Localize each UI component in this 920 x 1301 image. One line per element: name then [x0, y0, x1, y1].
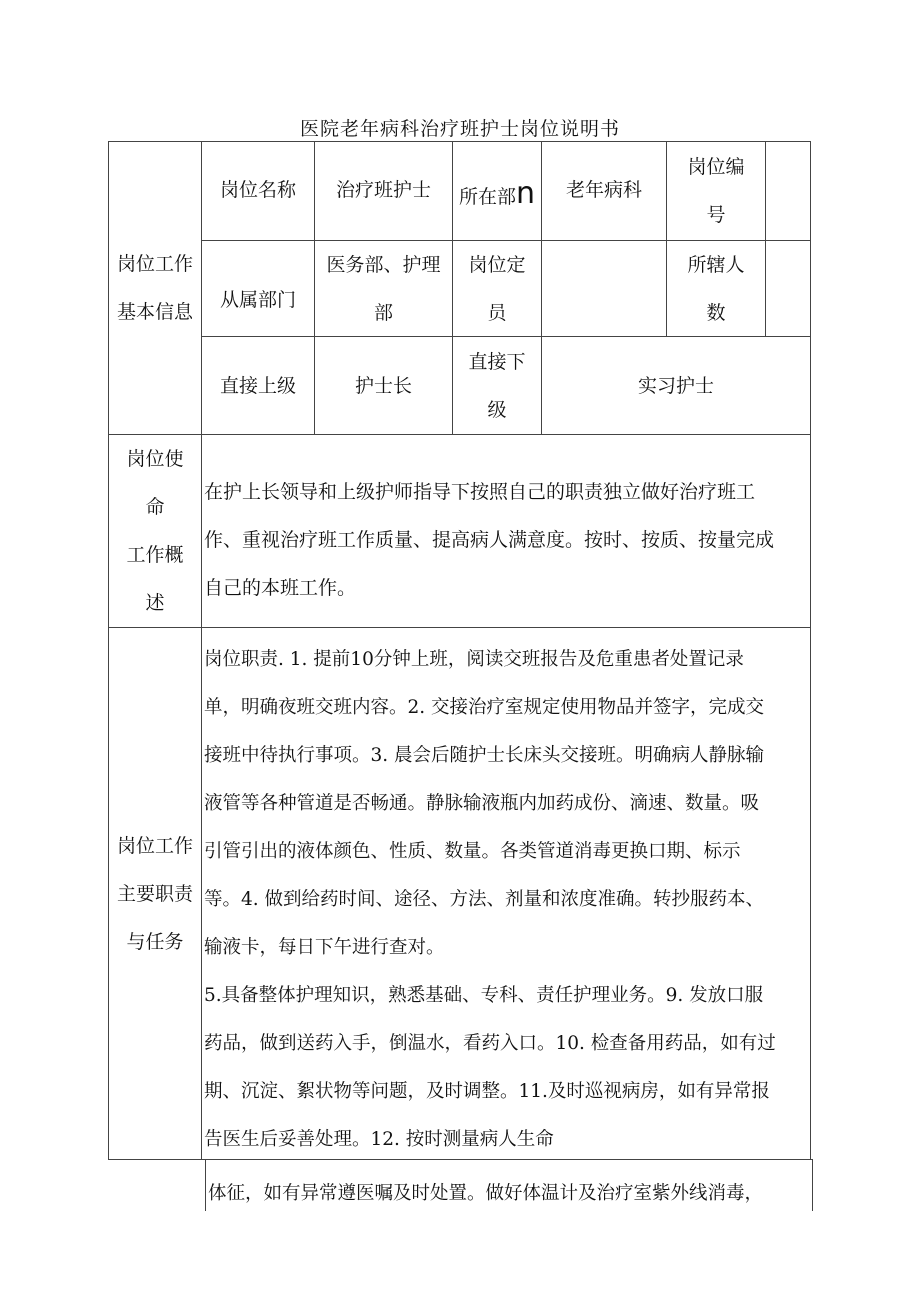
duties-line: 告医生后妥善处理。12. 按时测量病人生命 [204, 1129, 554, 1150]
duties-line: 液管等各种管道是否畅通。静脉输液瓶内加药成份、滴速、数量。吸 [204, 793, 760, 814]
affiliated-dept-value: 医务部、护理 部 [326, 253, 441, 324]
continuation-border-left [205, 1159, 206, 1211]
duties-line: 岗位职责. 1. 提前10分钟上班，阅读交班报告及危重患者处置记录 [204, 649, 744, 670]
mission-text [204, 468, 808, 612]
direct-subordinate-value: 实习护士 [637, 374, 714, 397]
post-number-label: 岗位编 号 [687, 156, 745, 226]
duties-line: 接班中待执行事项。3. 晨会后随护士长床头交接班。明确病人静脉输 [204, 745, 765, 766]
staffing-label: 岗位定 员 [468, 253, 526, 324]
mission-line: 在护上长领导和上级护师指导下按照自己的职责独立做好治疗班工 [204, 481, 756, 503]
duties-line: 等。4. 做到给药时间、途径、方法、剂量和浓度准确。转抄服药本、 [204, 889, 765, 910]
basic-info-label-line-1: 岗位工作 [116, 253, 193, 275]
affiliated-dept-label: 从属部门 [219, 288, 296, 311]
direct-superior-label: 直接上级 [219, 374, 296, 397]
duties-line: 期、沉淀、絮状物等问题，及时调整。11.及时巡视病房，如有异常报 [204, 1081, 770, 1102]
basic-info-label-line-2: 基本信息 [116, 301, 193, 323]
subordinates-value [766, 241, 810, 336]
direct-superior-value: 护士长 [354, 374, 412, 397]
dept-label: 所在部n [458, 176, 536, 211]
section-divider-mission [108, 627, 811, 628]
post-name-label: 岗位名称 [219, 179, 296, 201]
subordinates-label: 所辖人 数 [687, 253, 745, 324]
post-number-value [766, 142, 810, 240]
duties-text [204, 636, 808, 1164]
continuation-border-right [812, 1159, 813, 1211]
duties-line: 引管引出的液体颜色、性质、数量。各类管道消毒更换口期、标示 [204, 841, 741, 862]
dept-value: 老年病科 [565, 179, 642, 201]
duties-line: 单，明确夜班交班内容。2. 交接治疗室规定使用物品并签字，完成交 [204, 697, 765, 718]
staffing-value [542, 241, 666, 336]
duties-line: 5.具备整体护理知识，熟悉基础、专科、责任护理业务。9. 发放口服 [204, 985, 764, 1006]
document-title: 医院老年病科治疗班护士岗位说明书 [299, 118, 620, 140]
duties-line: 药品，做到送药入手，倒温水，看药入口。10. 检查备用药品，如有过 [204, 1033, 776, 1054]
section-divider-basic [108, 434, 811, 435]
mission-line: 自己的本班工作。 [204, 577, 357, 599]
duties-section-label: 岗位工作 主要职责 与任务 [116, 834, 193, 953]
mission-section-label: 岗位使 命 工作概 述 [126, 448, 184, 614]
basic-info-section-label [109, 142, 201, 434]
duties-continued-text: 体征，如有异常遵医嘱及时处置。做好体温计及治疗室紫外线消毒， [208, 1183, 764, 1204]
direct-subordinate-label: 直接下 级 [468, 350, 526, 421]
mission-line: 作、重视治疗班工作质量、提高病人满意度。按时、按质、按量完成 [204, 529, 775, 551]
table-border-right [810, 141, 811, 1159]
duties-line: 输液卡，每日下午进行查对。 [204, 937, 445, 958]
post-name-value: 治疗班护士 [335, 179, 431, 201]
dept-label-tail: n [516, 176, 536, 211]
